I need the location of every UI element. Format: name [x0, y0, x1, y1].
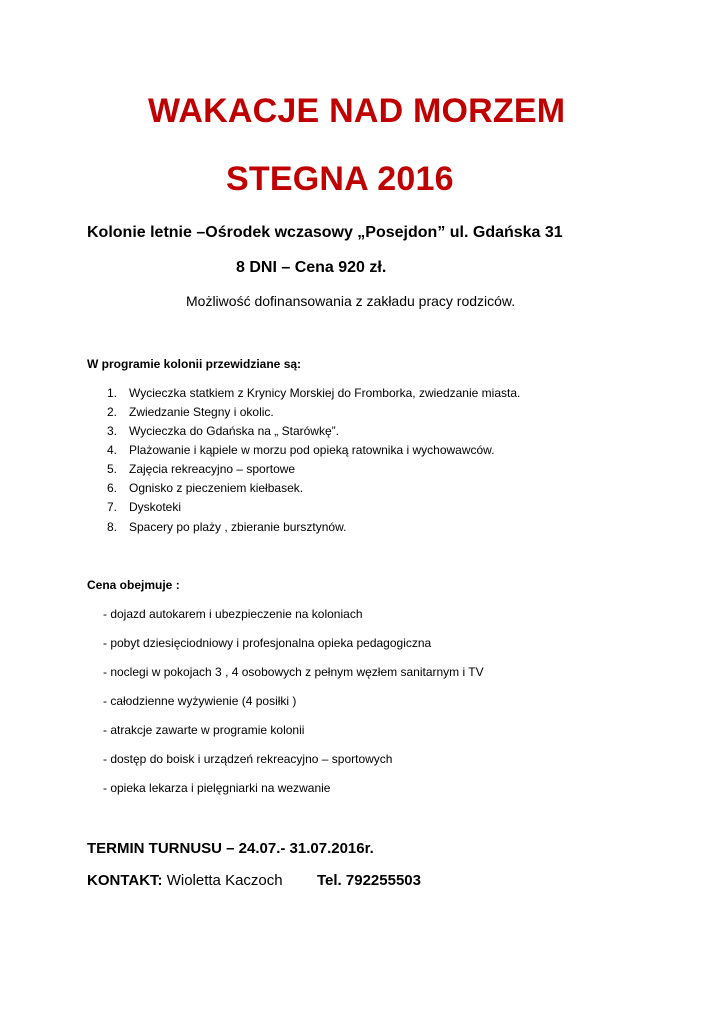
list-item	[107, 405, 274, 419]
list-text: Dyskoteki	[129, 500, 182, 514]
price-includes-heading: Cena obejmuje :	[87, 578, 180, 592]
funding-note: Możliwość dofinansowania z zakładu pracy rodziców.	[186, 293, 516, 309]
list-number: 6.	[107, 481, 118, 495]
list-item: - atrakcje zawarte w programie kolonii	[103, 723, 305, 737]
list-text: Wycieczka do Gdańska na „ Starówkę”.	[129, 424, 339, 438]
list-number: 8.	[107, 520, 118, 534]
list-text: Ognisko z pieczeniem kiełbasek.	[129, 481, 304, 495]
contact-line	[87, 872, 283, 890]
list-text: Zwiedzanie Stegny i okolic.	[129, 405, 274, 419]
list-number: 4.	[107, 443, 118, 457]
list-number: 2.	[107, 405, 118, 419]
list-item: - pobyt dziesięciodniowy i profesjonalna opieka pedagogiczna	[103, 636, 432, 650]
list-item	[107, 443, 495, 457]
list-text: Plażowanie i kąpiele w morzu pod opieką ratownika i wychowawców.	[129, 443, 495, 457]
contact-label: KONTAKT:	[87, 872, 163, 889]
list-number: 1.	[107, 386, 118, 400]
list-text: Wycieczka statkiem z Krynicy Morskiej do Fromborka, zwiedzanie miasta.	[129, 386, 521, 400]
list-item: - opieka lekarza i pielęgniarki na wezwanie	[103, 781, 331, 795]
subtitle: Kolonie letnie –Ośrodek wczasowy „Posejdon” ul. Gdańska 31	[87, 224, 563, 241]
list-item: - dostęp do boisk i urządzeń rekreacyjno – sportowych	[103, 752, 393, 766]
list-item	[107, 500, 181, 514]
duration-price: 8 DNI – Cena 920 zł.	[236, 259, 387, 276]
list-text: Spacery po plaży , zbieranie bursztynów.	[129, 520, 347, 534]
list-text: Zajęcia rekreacyjno – sportowe	[129, 462, 296, 476]
page-title: WAKACJE NAD MORZEM	[148, 92, 566, 130]
contact-phone: Tel. 792255503	[317, 872, 421, 889]
list-item	[107, 424, 339, 438]
list-item	[107, 462, 295, 476]
list-item: - dojazd autokarem i ubezpieczenie na koloniach	[103, 607, 363, 621]
list-item: - noclegi w pokojach 3 , 4 osobowych z pełnym węzłem sanitarnym i TV	[103, 665, 484, 679]
list-item	[107, 386, 520, 400]
list-number: 3.	[107, 424, 118, 438]
list-item: - całodzienne wyżywienie (4 posiłki )	[103, 694, 297, 708]
program-heading: W programie kolonii przewidziane są:	[87, 357, 302, 371]
contact-name: Wioletta Kaczoch	[162, 872, 283, 889]
list-number: 5.	[107, 462, 118, 476]
list-item	[107, 481, 303, 495]
page-title-year: STEGNA 2016	[226, 160, 454, 198]
list-number: 7.	[107, 500, 118, 514]
term-line: TERMIN TURNUSU – 24.07.- 31.07.2016r.	[87, 840, 374, 857]
list-item	[107, 520, 346, 534]
